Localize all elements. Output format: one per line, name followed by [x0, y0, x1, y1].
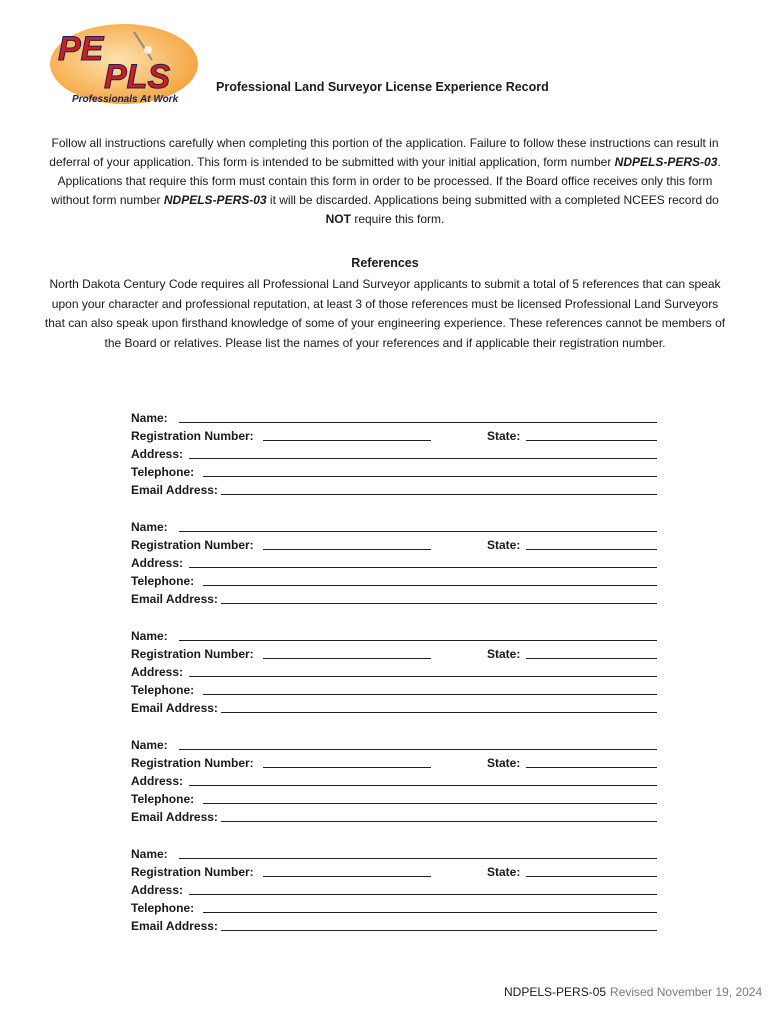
telephone-label: Telephone:	[131, 792, 195, 806]
email-field[interactable]	[221, 917, 657, 931]
address-field[interactable]	[189, 772, 657, 786]
reference-3-name-row	[131, 627, 657, 645]
reference-2-registration-row	[131, 536, 657, 554]
address-field[interactable]	[189, 554, 657, 568]
registration-field[interactable]	[263, 754, 431, 768]
telephone-field[interactable]	[203, 790, 657, 804]
telephone-label: Telephone:	[131, 901, 195, 915]
reference-entry-1	[131, 409, 657, 499]
state-label: State:	[487, 538, 521, 552]
address-field[interactable]	[189, 445, 657, 459]
registration-field[interactable]	[263, 863, 431, 877]
address-label: Address:	[131, 665, 184, 679]
name-label: Name:	[131, 738, 168, 752]
form-code-1: NDPELS-PERS-03	[614, 155, 718, 169]
telephone-label: Telephone:	[131, 683, 195, 697]
form-id: NDPELS-PERS-05	[504, 985, 607, 999]
name-field[interactable]	[179, 518, 657, 532]
registration-label: Registration Number:	[131, 429, 254, 443]
reference-1-email-row	[131, 481, 657, 499]
state-field[interactable]	[526, 536, 657, 550]
state-field[interactable]	[526, 754, 657, 768]
registration-field[interactable]	[263, 536, 431, 550]
state-label: State:	[487, 647, 521, 661]
reference-4-name-row	[131, 736, 657, 754]
telephone-label: Telephone:	[131, 465, 195, 479]
registration-label: Registration Number:	[131, 647, 254, 661]
reference-entry-4	[131, 736, 657, 826]
address-field[interactable]	[189, 881, 657, 895]
page-title: Professional Land Surveyor License Experience Record	[216, 80, 549, 94]
state-label: State:	[487, 429, 521, 443]
name-label: Name:	[131, 847, 168, 861]
reference-3-telephone-row	[131, 681, 657, 699]
references-heading: References	[351, 256, 419, 270]
name-field[interactable]	[179, 736, 657, 750]
address-label: Address:	[131, 774, 184, 788]
email-field[interactable]	[221, 481, 657, 495]
reference-entry-3	[131, 627, 657, 717]
state-field[interactable]	[526, 427, 657, 441]
reference-5-name-row	[131, 845, 657, 863]
form-code-2: NDPELS-PERS-03	[163, 193, 267, 207]
registration-label: Registration Number:	[131, 756, 254, 770]
reference-entry-2	[131, 518, 657, 608]
not-emphasis: NOT	[325, 212, 351, 226]
reference-5-address-row	[131, 881, 657, 899]
telephone-field[interactable]	[203, 463, 657, 477]
logo-tagline: Professionals At Work	[72, 94, 179, 105]
telephone-field[interactable]	[203, 681, 657, 695]
telephone-label: Telephone:	[131, 574, 195, 588]
reference-2-email-row	[131, 590, 657, 608]
name-field[interactable]	[179, 627, 657, 641]
pe-pls-logo	[48, 20, 200, 106]
instructions-paragraph: Follow all instructions carefully when completing this portion of the application. Failure to follow these instructions can result in deferral of your application. This form is intended to be submitted with your initial application, form number NDPELS-PERS-03. Applications that require this form must contain this form in order to be processed. If the Board office receives only this form without form number NDPELS-PERS-03 it will be discarded. Applications being submitted with a completed NCEES record do NOT require this form.	[49, 136, 721, 226]
email-label: Email Address:	[131, 919, 218, 933]
registration-label: Registration Number:	[131, 538, 254, 552]
registration-field[interactable]	[263, 645, 431, 659]
name-label: Name:	[131, 520, 168, 534]
references-paragraph: North Dakota Century Code requires all Professional Land Surveyor applicants to submit a total of 5 references that can speak upon your character and professional reputation, at least 3 of those references must be licensed Professional Land Surveyors that can also speak upon firsthand knowledge of some of your engineering experience. These references cannot be members of the Board or relatives. Please list the names of your references and if applicable their registration number.	[44, 277, 726, 350]
reference-1-name-row	[131, 409, 657, 427]
email-field[interactable]	[221, 699, 657, 713]
reference-1-telephone-row	[131, 463, 657, 481]
reference-5-telephone-row	[131, 899, 657, 917]
name-field[interactable]	[179, 409, 657, 423]
email-field[interactable]	[221, 590, 657, 604]
name-label: Name:	[131, 629, 168, 643]
email-label: Email Address:	[131, 592, 218, 606]
reference-4-telephone-row	[131, 790, 657, 808]
reference-5-email-row	[131, 917, 657, 935]
reference-3-address-row	[131, 663, 657, 681]
address-label: Address:	[131, 447, 184, 461]
email-label: Email Address:	[131, 810, 218, 824]
address-label: Address:	[131, 556, 184, 570]
telephone-field[interactable]	[203, 899, 657, 913]
name-label: Name:	[131, 411, 168, 425]
address-label: Address:	[131, 883, 184, 897]
reference-3-email-row	[131, 699, 657, 717]
logo-pe-text: PE	[58, 30, 104, 68]
logo-pls-text: PLS	[104, 58, 171, 96]
registration-field[interactable]	[263, 427, 431, 441]
email-field[interactable]	[221, 808, 657, 822]
email-label: Email Address:	[131, 701, 218, 715]
telephone-field[interactable]	[203, 572, 657, 586]
registration-label: Registration Number:	[131, 865, 254, 879]
reference-4-address-row	[131, 772, 657, 790]
reference-2-telephone-row	[131, 572, 657, 590]
state-field[interactable]	[526, 645, 657, 659]
reference-1-address-row	[131, 445, 657, 463]
state-label: State:	[487, 756, 521, 770]
reference-4-email-row	[131, 808, 657, 826]
reference-entry-5	[131, 845, 657, 935]
reference-2-address-row	[131, 554, 657, 572]
footer	[504, 985, 762, 999]
reference-1-registration-row	[131, 427, 657, 445]
reference-5-registration-row	[131, 863, 657, 881]
reference-4-registration-row	[131, 754, 657, 772]
state-label: State:	[487, 865, 521, 879]
address-field[interactable]	[189, 663, 657, 677]
reference-3-registration-row	[131, 645, 657, 663]
reference-2-name-row	[131, 518, 657, 536]
revision-date: Revised November 19, 2024	[610, 985, 763, 999]
name-field[interactable]	[179, 845, 657, 859]
email-label: Email Address:	[131, 483, 218, 497]
state-field[interactable]	[526, 863, 657, 877]
